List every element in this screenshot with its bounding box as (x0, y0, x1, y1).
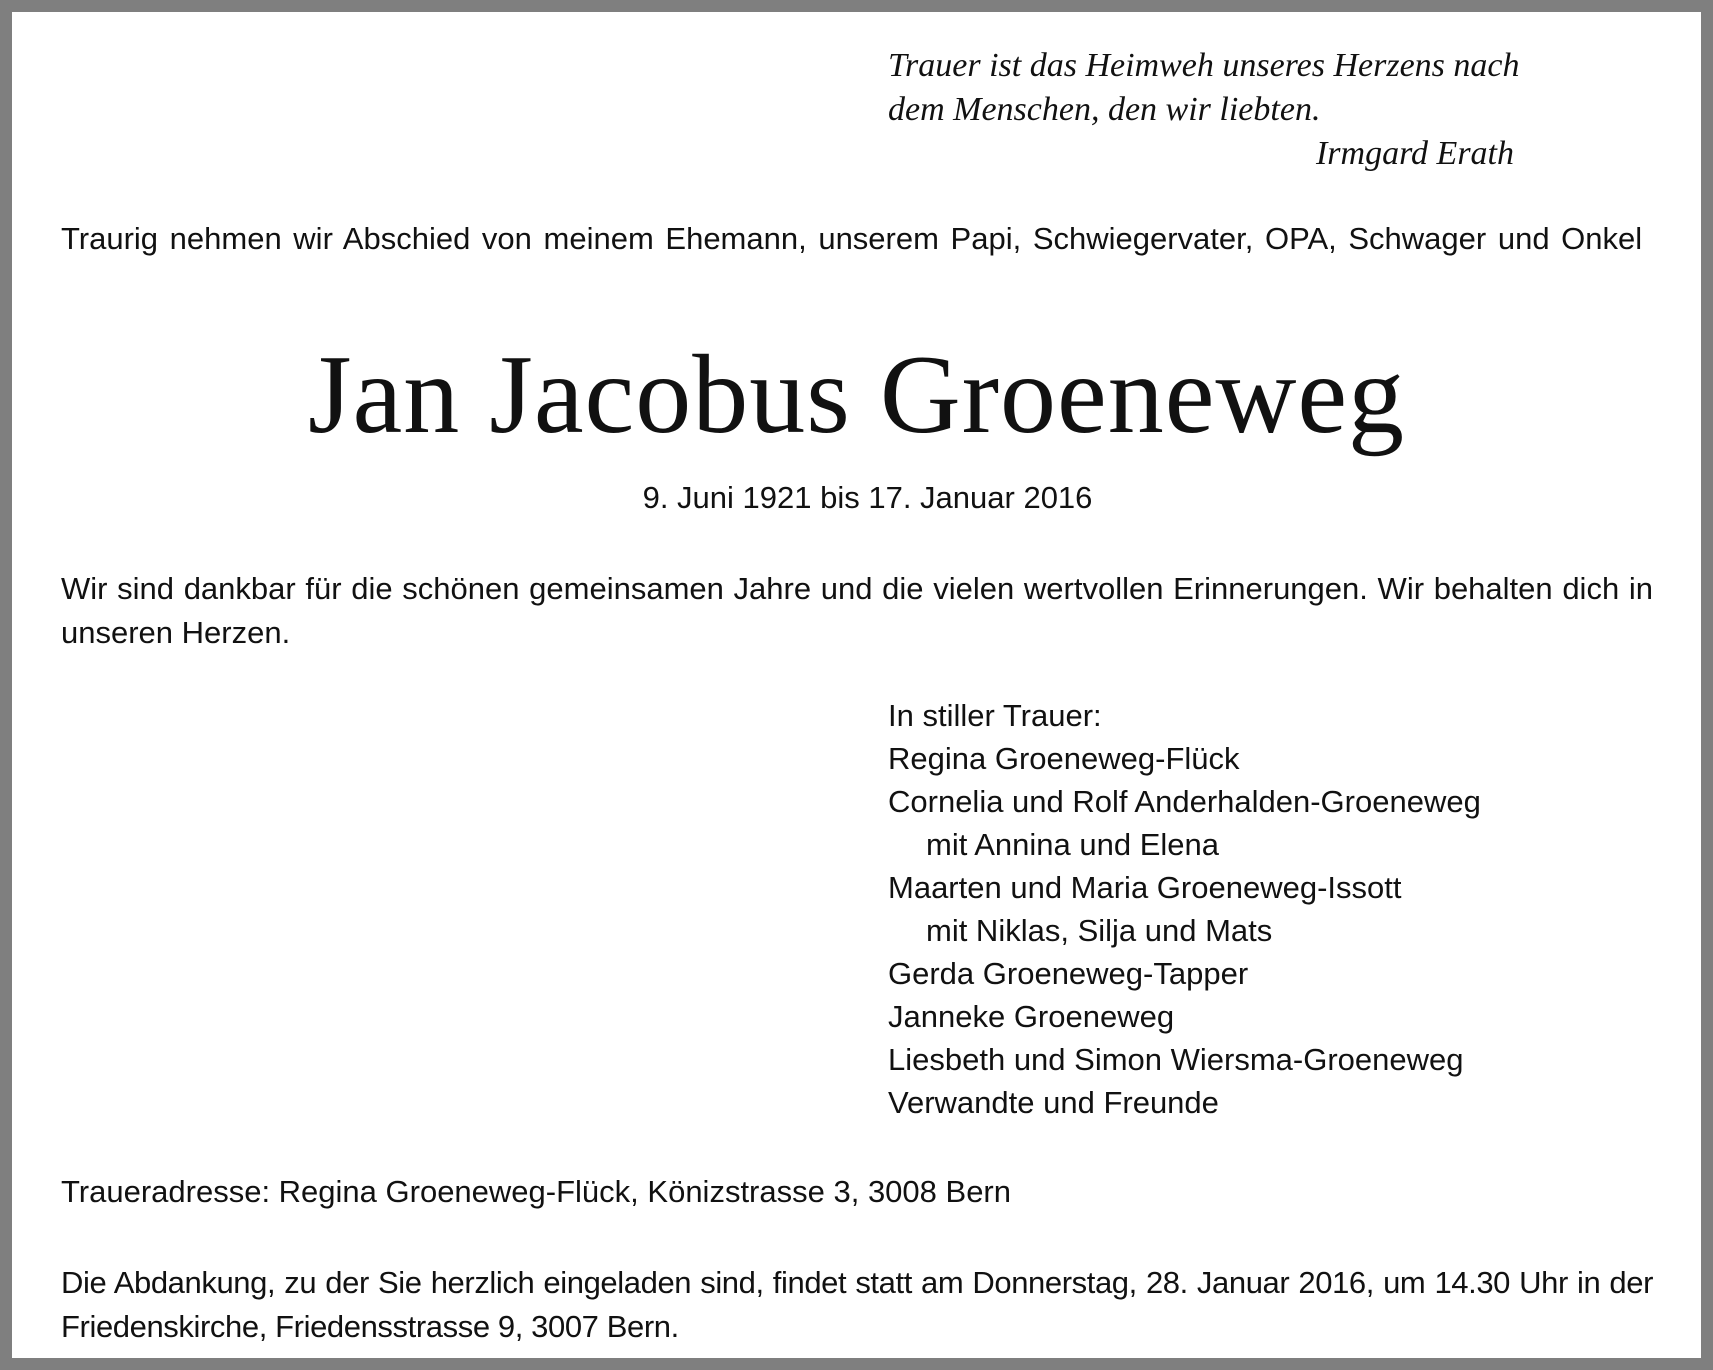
quote-line-2: dem Menschen, den wir liebten. (888, 91, 1321, 128)
obituary-page (12, 12, 1701, 1358)
mourner-row: Gerda Groeneweg-Tapper (888, 956, 1249, 991)
mourner-row-children: mit Annina und Elena (926, 827, 1219, 862)
mourning-address: Traueradresse: Regina Groeneweg-Flück, Könizstrasse 3, 3008 Bern (61, 1174, 1011, 1209)
mourner-row: Regina Groeneweg-Flück (888, 741, 1240, 776)
mourners-heading: In stiller Trauer: (888, 698, 1102, 733)
epigraph-quote (888, 44, 1528, 176)
life-dates: 9. Juni 1921 bis 17. Januar 2016 (642, 480, 1093, 515)
mourner-row-children: mit Niklas, Silja und Mats (926, 913, 1273, 948)
mourners-list (888, 694, 1648, 1124)
deceased-name: Jan Jacobus Groeneweg (307, 333, 1406, 457)
thanks-text: Wir sind dankbar für die schönen gemeinsamen Jahre und die vielen wertvollen Erinnerungen. Wir behalten dich in unseren Herzen. (61, 571, 1653, 650)
mourner-row: Verwandte und Freunde (888, 1085, 1219, 1120)
quote-author: Irmgard Erath (1315, 135, 1514, 172)
mourner-row: Janneke Groeneweg (888, 999, 1175, 1034)
mourner-row: Liesbeth und Simon Wiersma-Groeneweg (888, 1042, 1464, 1077)
intro-text: Traurig nehmen wir Abschied von meinem Ehemann, unserem Papi, Schwiegervater, OPA, Schwager und Onkel (61, 221, 1643, 256)
quote-line-1: Trauer ist das Heimweh unseres Herzens nach (888, 47, 1520, 84)
mourner-row: Cornelia und Rolf Anderhalden-Groeneweg (888, 784, 1481, 819)
mourner-row: Maarten und Maria Groeneweg-Issott (888, 870, 1402, 905)
funeral-service-info: Die Abdankung, zu der Sie herzlich eingeladen sind, findet statt am Donnerstag, 28. Januar 2016, um 14.30 Uhr in der Friedenskirche, Friedensstrasse 9, 3007 Bern. (61, 1265, 1653, 1344)
